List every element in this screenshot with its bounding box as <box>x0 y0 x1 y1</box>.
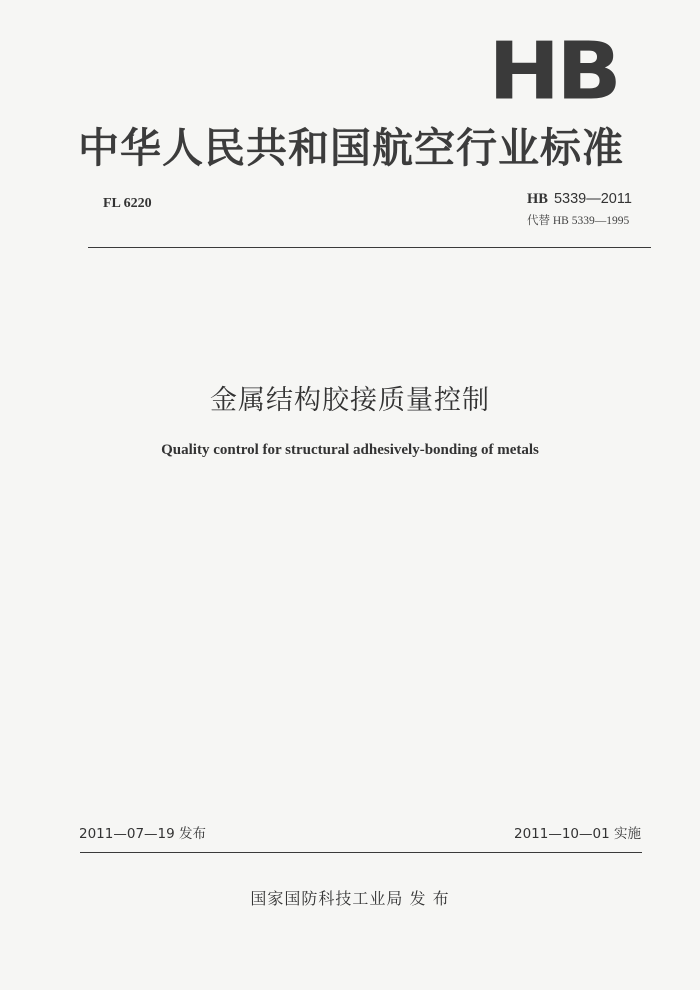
document-title-chinese: 金属结构胶接质量控制 <box>210 385 490 416</box>
replaces-standard: 代替 HB 5339—1995 <box>527 215 630 227</box>
issuing-authority: 国家国防科技工业局 发 布 <box>250 889 450 908</box>
hb-logo-text: HB <box>488 25 618 118</box>
standard-banner: 中华人民共和国航空行业标准 <box>78 124 624 172</box>
standard-number-value: 5339—2011 <box>553 191 632 207</box>
classification-code: FL 6220 <box>103 196 152 211</box>
effective-date: 2011—10—01 实施 <box>513 826 641 842</box>
standard-number <box>527 191 632 208</box>
standard-prefix: HB <box>527 191 548 207</box>
issue-date: 2011—07—19 发布 <box>79 826 207 842</box>
top-divider <box>88 247 651 248</box>
bottom-divider <box>80 852 642 853</box>
hb-logo <box>486 25 620 118</box>
document-title-english: Quality control for structural adhesively-bonding of metals <box>161 442 539 458</box>
